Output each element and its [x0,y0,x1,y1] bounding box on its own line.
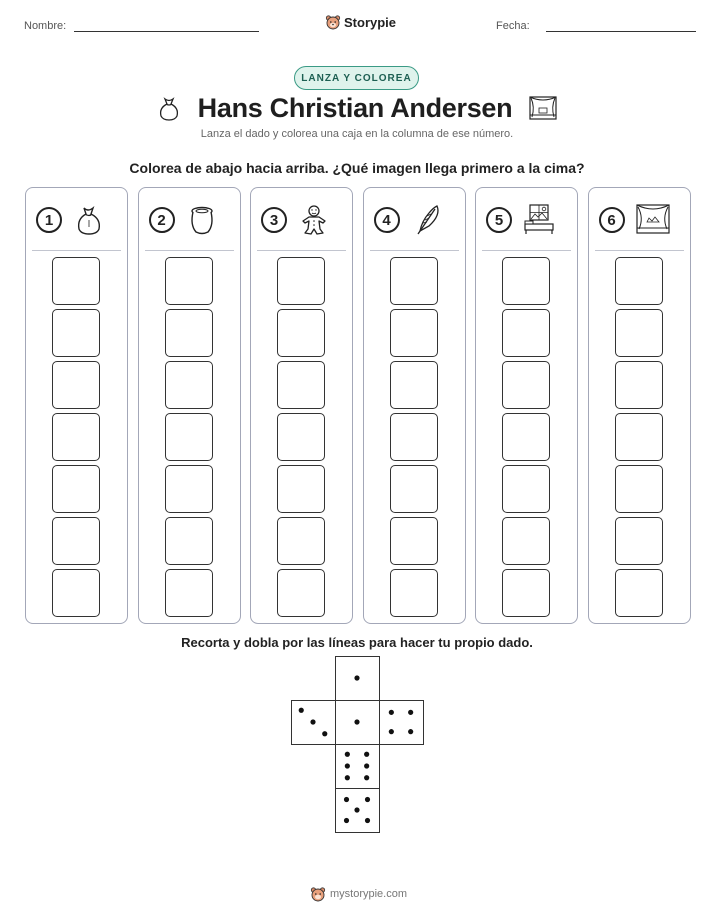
name-line [74,20,259,32]
die-pip [299,708,304,713]
die-pip [365,797,370,802]
color-box[interactable] [615,465,663,513]
gingerbread-icon [297,203,331,237]
column-divider [595,250,684,251]
color-box[interactable] [615,361,663,409]
color-box[interactable] [52,309,100,357]
die-face-1 [335,700,380,745]
color-box[interactable] [52,465,100,513]
name-label: Nombre: [24,20,67,32]
column-header [36,200,121,240]
die-face-4 [379,700,424,745]
subtitle: Lanza el dado y colorea una caja en la columna de ese número. [200,128,514,140]
color-box[interactable] [390,257,438,305]
color-box[interactable] [502,257,550,305]
die-pip [344,818,349,823]
color-box[interactable] [502,517,550,565]
column-divider [145,250,234,251]
color-box[interactable] [52,517,100,565]
column-number: 6 [599,207,625,233]
color-box[interactable] [165,309,213,357]
die-pip [345,775,350,780]
die-pip [310,719,315,724]
column-5 [475,187,578,624]
die-pip [345,752,350,757]
page-title: Hans Christian Andersen [197,92,513,123]
column-header [486,200,571,240]
color-box[interactable] [615,569,663,617]
column-header [374,200,459,240]
color-box[interactable] [277,465,325,513]
color-box[interactable] [52,413,100,461]
color-box[interactable] [390,569,438,617]
column-number: 2 [149,207,175,233]
color-box[interactable] [52,361,100,409]
die-pip [322,731,327,736]
color-box[interactable] [502,309,550,357]
column-number: 3 [261,207,287,233]
column-number: 1 [36,207,62,233]
die-pip [408,710,413,715]
die-pip [344,797,349,802]
sack-icon [156,95,182,121]
die-pip [365,818,370,823]
color-box[interactable] [165,569,213,617]
pot-icon [185,203,219,237]
color-box[interactable] [502,465,550,513]
bear-mascot-icon [325,14,341,30]
column-4 [363,187,466,624]
color-box[interactable] [277,309,325,357]
column-header [261,200,346,240]
color-box[interactable] [165,257,213,305]
color-box[interactable] [165,517,213,565]
color-box[interactable] [502,413,550,461]
title-row [0,90,714,126]
color-box[interactable] [277,413,325,461]
die-face-3 [291,700,336,745]
date-line [546,20,696,32]
name-field [24,20,259,32]
die-pip [364,763,369,768]
die-pip [364,752,369,757]
column-divider [482,250,571,251]
color-box[interactable] [277,517,325,565]
color-box[interactable] [390,465,438,513]
color-box[interactable] [277,361,325,409]
color-box[interactable] [52,257,100,305]
column-divider [370,250,459,251]
color-box[interactable] [502,569,550,617]
color-instruction: Colorea de abajo hacia arriba. ¿Qué imagen llega primero a la cima? [129,160,585,176]
brand-logo [325,14,396,30]
color-box[interactable] [615,413,663,461]
die-pip [354,719,359,724]
column-divider [257,250,346,251]
brand-name: Storypie [344,14,397,30]
die-face-1 [335,656,380,701]
column-header [599,200,684,240]
color-box[interactable] [390,309,438,357]
column-divider [32,250,121,251]
footer [310,886,407,902]
color-box[interactable] [390,517,438,565]
color-box[interactable] [165,413,213,461]
cut-instruction: Recorta y dobla por las líneas para hacer tu propio dado. [181,635,533,650]
column-number: 5 [486,207,512,233]
die-pip [408,729,413,734]
bear-mascot-icon [310,886,326,902]
color-box[interactable] [277,569,325,617]
theater-stage-icon [635,203,671,237]
color-box[interactable] [390,413,438,461]
color-box[interactable] [165,465,213,513]
color-box[interactable] [502,361,550,409]
theater-stage-icon [528,95,558,121]
die-pip [354,675,359,680]
color-box[interactable] [615,309,663,357]
column-2 [138,187,241,624]
die-face-6 [335,744,380,789]
color-box[interactable] [390,361,438,409]
column-header [149,200,234,240]
die-pip [389,729,394,734]
bed-window-icon [522,203,558,237]
color-box[interactable] [615,517,663,565]
color-box[interactable] [52,569,100,617]
die-pip [345,763,350,768]
sack-icon [72,203,106,237]
die-pip [389,710,394,715]
column-1 [25,187,128,624]
die-pip [354,807,359,812]
color-box[interactable] [615,257,663,305]
date-field [496,20,696,32]
color-box[interactable] [277,257,325,305]
die-pip [364,775,369,780]
column-number: 4 [374,207,400,233]
activity-badge: LANZA Y COLOREA [294,66,419,90]
column-6 [588,187,691,624]
date-label: Fecha: [496,20,530,32]
footer-url: mystorypie.com [330,888,408,900]
die-face-5 [335,788,380,833]
feather-icon [410,203,444,237]
color-box[interactable] [165,361,213,409]
column-3 [250,187,353,624]
